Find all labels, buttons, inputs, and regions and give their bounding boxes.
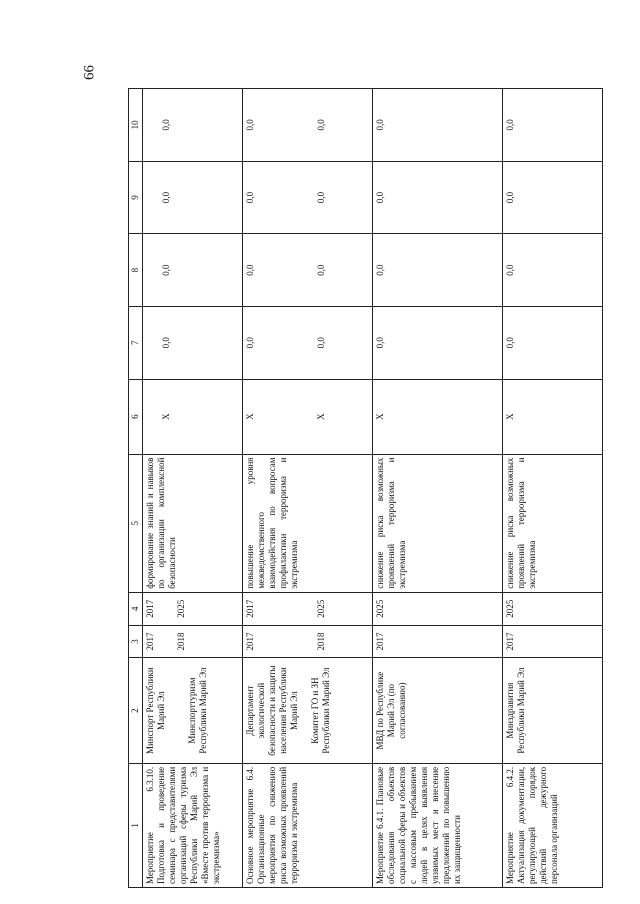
- col-header: 1: [129, 763, 143, 887]
- col-header: 9: [129, 161, 143, 234]
- value-cell: [242, 306, 372, 379]
- value-cell: [242, 234, 372, 307]
- executor-cell: Минздравития Республики Марий Эл: [502, 658, 602, 763]
- header-row: [129, 89, 143, 888]
- x-mark: X: [502, 379, 602, 454]
- value-cell: [142, 306, 242, 379]
- x-mark-text: X: [244, 413, 255, 420]
- result-cell: формирование знаний и навыков по организации комплексной безопасности: [142, 454, 242, 592]
- event-cell: Основное мероприятие 6.4. Организационные мероприятия по снижению риска возможных проявлений терроризма и экстремизма: [242, 763, 372, 887]
- program-table: [128, 88, 603, 888]
- start-year: 2017: [144, 632, 155, 651]
- end-year-cell: [142, 592, 242, 625]
- executor-cell: МВД по Республике Марий Эл (по согласованию): [372, 658, 502, 763]
- x-mark-text: X: [315, 413, 326, 420]
- value-cell: [142, 161, 242, 234]
- table-row: [372, 89, 502, 888]
- value-cell: 0,0: [502, 161, 602, 234]
- end-year: 2017: [244, 599, 255, 618]
- executor: Комитет ГО и ЗН Республики Марий Эл: [309, 667, 331, 754]
- executor: Минспорттуризм Республики Марий Эл: [186, 667, 208, 754]
- start-year-cell: 2017: [372, 625, 502, 658]
- start-year: 2018: [175, 632, 186, 651]
- start-year-cell: [142, 625, 242, 658]
- value-cell: 0,0: [372, 161, 502, 234]
- end-year: 2025: [315, 599, 326, 618]
- page-number: 66: [81, 65, 98, 80]
- x-mark: [242, 379, 372, 454]
- col-header: 4: [129, 592, 143, 625]
- executor: Департамент экологической безопасности и защиты населения Республики Марий Эл: [244, 665, 299, 756]
- x-mark: X: [372, 379, 502, 454]
- value-cell: 0,0: [502, 89, 602, 162]
- start-year-cell: [242, 625, 372, 658]
- rotated-table-page: [128, 88, 628, 888]
- start-year-cell: 2017: [502, 625, 602, 658]
- value: 0,0: [244, 264, 255, 276]
- value-cell: 0,0: [372, 306, 502, 379]
- value: 0,0: [244, 337, 255, 349]
- x-mark: [142, 379, 242, 454]
- end-year-cell: [242, 592, 372, 625]
- table-row: [142, 89, 242, 888]
- end-year: 2017: [144, 599, 155, 618]
- table-row: [502, 89, 602, 888]
- result-cell: снижение риска возможных проявлений терроризма и экстремизма: [372, 454, 502, 592]
- value-cell: [242, 89, 372, 162]
- event-cell: Мероприятие 6.4.2. Актуализация документации, регулирующей порядок действий дежурного персонала организаций: [502, 763, 602, 887]
- executor-cell: [142, 658, 242, 763]
- executor: Минспорт Республики Марий Эл: [144, 667, 166, 754]
- value: 0,0: [315, 264, 326, 276]
- start-year: 2017: [244, 632, 255, 651]
- col-header: 6: [129, 379, 143, 454]
- col-header: 3: [129, 625, 143, 658]
- value-cell: [142, 89, 242, 162]
- col-header: 5: [129, 454, 143, 592]
- end-year-cell: 2025: [372, 592, 502, 625]
- table-row: [242, 89, 372, 888]
- end-year-cell: 2025: [502, 592, 602, 625]
- col-header: 7: [129, 306, 143, 379]
- value: 0,0: [315, 191, 326, 204]
- value: 0,0: [160, 119, 171, 131]
- value: 0,0: [244, 191, 255, 204]
- x-mark-text: X: [160, 413, 171, 420]
- value-cell: 0,0: [372, 89, 502, 162]
- col-header: 10: [129, 89, 143, 162]
- value-cell: 0,0: [502, 234, 602, 307]
- event-cell: Мероприятие 6.3.10. Подготовка и проведение семинара с представителями организаций сферы туризма Республики Марий Эл «Вместе против терроризма и экстремизма»: [142, 763, 242, 887]
- end-year: 2025: [175, 599, 186, 618]
- value-cell: [242, 161, 372, 234]
- col-header: 8: [129, 234, 143, 307]
- col-header: 2: [129, 658, 143, 763]
- value-cell: 0,0: [372, 234, 502, 307]
- value: 0,0: [160, 337, 171, 349]
- result-cell: снижение риска возможных проявлений терроризма и экстремизма: [502, 454, 602, 592]
- result-cell: повышение уровня межведомственного взаимодействия по вопросам профилактики терроризма и экстремизма: [242, 454, 372, 592]
- value: 0,0: [244, 119, 255, 131]
- value: 0,0: [315, 337, 326, 349]
- event-cell: Мероприятие 6.4.1. Плановые обследования объектов социальной сферы и объектов с массовым пребыванием людей в целях выявления уязвимых мест и внесение предложений по повышению их защищенности: [372, 763, 502, 887]
- value-cell: [142, 234, 242, 307]
- value: 0,0: [160, 264, 171, 276]
- start-year: 2018: [315, 632, 326, 651]
- value: 0,0: [315, 119, 326, 131]
- value-cell: 0,0: [502, 306, 602, 379]
- executor-cell: [242, 658, 372, 763]
- value: 0,0: [160, 191, 171, 204]
